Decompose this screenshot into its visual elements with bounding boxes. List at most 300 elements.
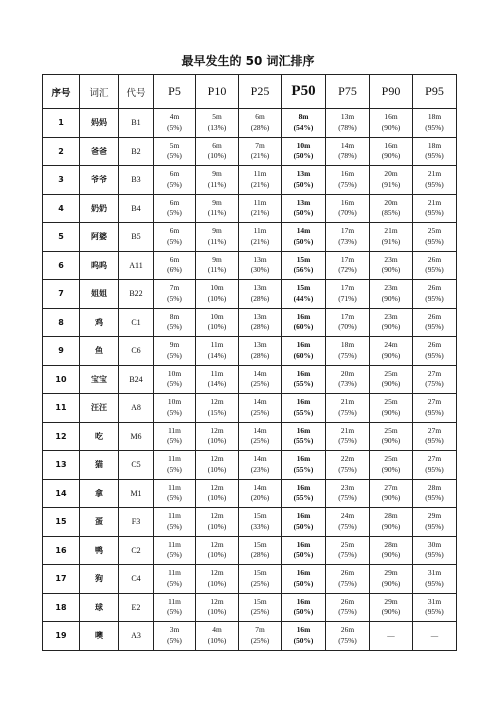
cell-age: — <box>430 630 439 640</box>
cell-age: 16m <box>296 397 311 407</box>
header-p95: P95 <box>413 75 457 109</box>
cell-p50 <box>282 451 326 480</box>
cell-age: 6m <box>169 254 180 264</box>
cell-percent: (95%) <box>425 265 444 275</box>
row-code: A8 <box>119 394 154 423</box>
cell-p10 <box>196 280 239 309</box>
header-word: 词汇 <box>80 75 119 109</box>
cell-p5 <box>154 251 196 280</box>
cell-age: 6m <box>169 226 180 236</box>
cell-age: 23m <box>384 311 398 321</box>
cell-percent: (55%) <box>293 379 314 389</box>
cell-percent: (95%) <box>425 521 444 531</box>
cell-p90 <box>370 308 413 337</box>
header-p50: P50 <box>282 75 326 109</box>
cell-p95 <box>413 536 457 565</box>
cell-age: 20m <box>384 197 398 207</box>
row-index: 14 <box>43 479 80 508</box>
cell-percent: (5%) <box>167 550 182 560</box>
cell-age: 16m <box>384 140 398 150</box>
row-index: 19 <box>43 622 80 651</box>
cell-percent: (72%) <box>338 265 357 275</box>
cell-age: 23m <box>384 254 398 264</box>
table-title: 最早发生的 50 词汇排序 <box>181 54 315 68</box>
cell-p5 <box>154 508 196 537</box>
cell-percent: (50%) <box>293 635 314 645</box>
cell-p95 <box>413 308 457 337</box>
cell-percent: (95%) <box>425 122 444 132</box>
cell-age: 14m <box>253 397 267 407</box>
cell-percent: (33%) <box>250 521 270 531</box>
cell-p95 <box>413 365 457 394</box>
cell-p25 <box>239 479 282 508</box>
cell-percent: (95%) <box>425 550 444 560</box>
cell-age: 20m <box>384 169 398 179</box>
row-code: F3 <box>119 508 154 537</box>
cell-p95 <box>413 280 457 309</box>
header-row <box>43 75 457 109</box>
cell-percent: (21%) <box>250 151 270 161</box>
cell-percent: (90%) <box>381 578 401 588</box>
cell-age: 13m <box>296 169 311 179</box>
cell-p75 <box>326 194 370 223</box>
cell-percent: (73%) <box>338 236 357 246</box>
cell-p75 <box>326 565 370 594</box>
cell-age: 16m <box>296 340 311 350</box>
cell-age: 7m <box>255 140 265 150</box>
cell-p95 <box>413 166 457 195</box>
cell-p50 <box>282 622 326 651</box>
cell-p90 <box>370 394 413 423</box>
cell-p50 <box>282 280 326 309</box>
cell-p10 <box>196 422 239 451</box>
row-index: 1 <box>43 109 80 138</box>
cell-percent: (5%) <box>167 635 182 645</box>
cell-age: 9m <box>212 226 222 236</box>
cell-p75 <box>326 451 370 480</box>
cell-percent: (25%) <box>250 436 270 446</box>
cell-percent: (28%) <box>250 350 270 360</box>
row-word: 拿 <box>80 479 119 508</box>
cell-p5 <box>154 536 196 565</box>
cell-p10 <box>196 565 239 594</box>
cell-percent: (5%) <box>167 350 182 360</box>
row-word: 爷爷 <box>80 166 119 195</box>
row-word: 姐姐 <box>80 280 119 309</box>
cell-percent: (75%) <box>338 578 357 588</box>
cell-p90 <box>370 166 413 195</box>
row-index: 6 <box>43 251 80 280</box>
cell-p10 <box>196 223 239 252</box>
cell-age: 12m <box>210 568 224 578</box>
cell-p90 <box>370 337 413 366</box>
cell-percent: (13%) <box>207 122 227 132</box>
cell-p90 <box>370 223 413 252</box>
cell-p50 <box>282 565 326 594</box>
row-index: 3 <box>43 166 80 195</box>
cell-p5 <box>154 365 196 394</box>
row-code: C1 <box>119 308 154 337</box>
cell-percent: (90%) <box>381 151 401 161</box>
cell-age: 16m <box>296 568 311 578</box>
row-word: 狗 <box>80 565 119 594</box>
cell-percent: (5%) <box>167 436 182 446</box>
cell-p90 <box>370 479 413 508</box>
cell-percent: (6%) <box>167 265 182 275</box>
cell-p75 <box>326 508 370 537</box>
row-word: 宝宝 <box>80 365 119 394</box>
cell-p90 <box>370 422 413 451</box>
cell-age: 11m <box>168 454 181 464</box>
row-code: B4 <box>119 194 154 223</box>
cell-p50 <box>282 536 326 565</box>
cell-age: 12m <box>210 482 224 492</box>
cell-p10 <box>196 593 239 622</box>
cell-percent: (73%) <box>338 379 357 389</box>
cell-p5 <box>154 109 196 138</box>
row-word: 鱼 <box>80 337 119 366</box>
cell-percent: (90%) <box>381 293 401 303</box>
cell-percent: (90%) <box>381 407 401 417</box>
cell-p95 <box>413 622 457 651</box>
cell-age: 28m <box>384 539 398 549</box>
cell-age: 23m <box>384 283 398 293</box>
cell-percent: (75%) <box>425 379 444 389</box>
cell-age: 16m <box>296 425 311 435</box>
cell-age: — <box>387 630 395 640</box>
cell-p25 <box>239 137 282 166</box>
cell-p75 <box>326 166 370 195</box>
cell-percent: (75%) <box>338 550 357 560</box>
cell-percent: (25%) <box>250 635 270 645</box>
cell-p50 <box>282 137 326 166</box>
cell-percent: (50%) <box>293 208 314 218</box>
cell-percent: (20%) <box>250 493 270 503</box>
cell-percent: (75%) <box>338 407 357 417</box>
cell-percent: (95%) <box>425 493 444 503</box>
cell-age: 18m <box>427 112 442 122</box>
cell-p25 <box>239 337 282 366</box>
cell-percent: (91%) <box>381 236 401 246</box>
table-row <box>43 166 457 195</box>
row-index: 11 <box>43 394 80 423</box>
row-code: M6 <box>119 422 154 451</box>
cell-percent: (5%) <box>167 151 182 161</box>
cell-p10 <box>196 337 239 366</box>
cell-p75 <box>326 622 370 651</box>
cell-p50 <box>282 251 326 280</box>
cell-percent: (95%) <box>425 578 444 588</box>
cell-age: 5m <box>169 140 180 150</box>
cell-age: 15m <box>253 596 267 606</box>
cell-p10 <box>196 451 239 480</box>
cell-percent: (95%) <box>425 208 444 218</box>
cell-age: 13m <box>253 311 267 321</box>
table-row <box>43 394 457 423</box>
cell-p25 <box>239 422 282 451</box>
cell-p75 <box>326 422 370 451</box>
cell-p75 <box>326 536 370 565</box>
row-word: 球 <box>80 593 119 622</box>
cell-p10 <box>196 365 239 394</box>
cell-p95 <box>413 451 457 480</box>
cell-p10 <box>196 536 239 565</box>
cell-percent: (25%) <box>250 379 270 389</box>
row-word: 蛋 <box>80 508 119 537</box>
cell-percent: (90%) <box>381 521 401 531</box>
table-row <box>43 251 457 280</box>
cell-age: 29m <box>384 568 398 578</box>
cell-percent: (55%) <box>293 407 314 417</box>
cell-percent: (50%) <box>293 607 314 617</box>
cell-age: 16m <box>296 482 311 492</box>
cell-percent: (75%) <box>338 464 357 474</box>
cell-p5 <box>154 593 196 622</box>
cell-age: 10m <box>210 311 224 321</box>
cell-percent: (11%) <box>207 179 227 189</box>
cell-age: 25m <box>340 539 355 549</box>
cell-percent: (60%) <box>293 350 314 360</box>
cell-percent: (11%) <box>207 208 227 218</box>
cell-age: 6m <box>255 112 265 122</box>
cell-age: 26m <box>340 596 355 606</box>
cell-p90 <box>370 622 413 651</box>
cell-age: 20m <box>340 368 355 378</box>
cell-percent: (5%) <box>167 236 182 246</box>
cell-age: 21m <box>427 169 442 179</box>
cell-percent: (10%) <box>207 521 227 531</box>
cell-age: 27m <box>427 397 442 407</box>
cell-age: 22m <box>340 454 355 464</box>
cell-p75 <box>326 394 370 423</box>
cell-p75 <box>326 109 370 138</box>
cell-percent: (25%) <box>250 578 270 588</box>
cell-age: 27m <box>427 454 442 464</box>
cell-age: 11m <box>210 368 224 378</box>
cell-percent: (5%) <box>167 493 182 503</box>
cell-p95 <box>413 251 457 280</box>
header-index: 序号 <box>43 75 80 109</box>
cell-p90 <box>370 280 413 309</box>
cell-percent: (11%) <box>207 265 227 275</box>
cell-p95 <box>413 109 457 138</box>
row-index: 13 <box>43 451 80 480</box>
cell-age: 11m <box>168 568 181 578</box>
cell-p25 <box>239 394 282 423</box>
cell-percent: (14%) <box>207 350 227 360</box>
cell-p25 <box>239 536 282 565</box>
cell-p5 <box>154 223 196 252</box>
cell-p95 <box>413 223 457 252</box>
cell-p10 <box>196 137 239 166</box>
cell-p50 <box>282 422 326 451</box>
cell-age: 12m <box>210 425 224 435</box>
cell-percent: (90%) <box>381 322 401 332</box>
cell-percent: (70%) <box>338 322 357 332</box>
cell-percent: (95%) <box>425 607 444 617</box>
cell-age: 6m <box>169 169 180 179</box>
cell-p25 <box>239 194 282 223</box>
cell-percent: (5%) <box>167 379 182 389</box>
cell-p25 <box>239 223 282 252</box>
row-word: 鸭 <box>80 536 119 565</box>
row-word: 呜呜 <box>80 251 119 280</box>
cell-p75 <box>326 479 370 508</box>
cell-age: 5m <box>212 112 222 122</box>
cell-percent: (50%) <box>293 578 314 588</box>
cell-age: 14m <box>253 482 267 492</box>
cell-p25 <box>239 109 282 138</box>
cell-percent: (95%) <box>425 293 444 303</box>
cell-age: 7m <box>169 283 180 293</box>
cell-percent: (70%) <box>338 208 357 218</box>
cell-age: 13m <box>296 197 311 207</box>
cell-age: 11m <box>168 539 181 549</box>
cell-p95 <box>413 422 457 451</box>
cell-p75 <box>326 593 370 622</box>
cell-age: 17m <box>340 226 355 236</box>
cell-age: 8m <box>169 311 180 321</box>
cell-p95 <box>413 593 457 622</box>
cell-percent: (28%) <box>250 122 270 132</box>
cell-age: 14m <box>253 454 267 464</box>
row-code: B22 <box>119 280 154 309</box>
cell-percent: (10%) <box>207 293 227 303</box>
cell-percent: (15%) <box>207 407 227 417</box>
cell-age: 29m <box>427 511 442 521</box>
cell-age: 16m <box>296 596 311 606</box>
cell-percent: (21%) <box>250 208 270 218</box>
cell-age: 27m <box>384 482 398 492</box>
row-word: 奶奶 <box>80 194 119 223</box>
cell-percent: (25%) <box>250 407 270 417</box>
cell-percent: (75%) <box>338 607 357 617</box>
cell-age: 12m <box>210 511 224 521</box>
cell-age: 13m <box>340 112 355 122</box>
cell-p10 <box>196 394 239 423</box>
cell-percent: (90%) <box>381 607 401 617</box>
cell-p25 <box>239 593 282 622</box>
cell-p90 <box>370 536 413 565</box>
cell-percent: (28%) <box>250 550 270 560</box>
cell-age: 25m <box>384 425 398 435</box>
cell-p75 <box>326 280 370 309</box>
cell-percent: (95%) <box>425 436 444 446</box>
cell-p5 <box>154 394 196 423</box>
row-word: 爸爸 <box>80 137 119 166</box>
row-code: C5 <box>119 451 154 480</box>
cell-p90 <box>370 251 413 280</box>
cell-percent: (75%) <box>338 521 357 531</box>
table-row <box>43 508 457 537</box>
cell-percent: (75%) <box>338 436 357 446</box>
row-code: B5 <box>119 223 154 252</box>
cell-age: 12m <box>210 596 224 606</box>
cell-age: 10m <box>210 283 224 293</box>
cell-p25 <box>239 565 282 594</box>
cell-p50 <box>282 166 326 195</box>
table-row <box>43 109 457 138</box>
row-word: 鸡 <box>80 308 119 337</box>
cell-p5 <box>154 622 196 651</box>
cell-p10 <box>196 479 239 508</box>
cell-p10 <box>196 508 239 537</box>
header-p90: P90 <box>370 75 413 109</box>
cell-p50 <box>282 194 326 223</box>
cell-percent: (5%) <box>167 607 182 617</box>
cell-p50 <box>282 508 326 537</box>
header-p25: P25 <box>239 75 282 109</box>
cell-percent: (10%) <box>207 322 227 332</box>
cell-p25 <box>239 451 282 480</box>
cell-age: 24m <box>340 511 355 521</box>
cell-age: 8m <box>298 112 309 122</box>
header-p5: P5 <box>154 75 196 109</box>
table-row <box>43 593 457 622</box>
cell-percent: (11%) <box>207 236 227 246</box>
header-p10: P10 <box>196 75 239 109</box>
table-row <box>43 280 457 309</box>
cell-age: 25m <box>384 454 398 464</box>
cell-age: 4m <box>169 112 180 122</box>
cell-age: 16m <box>296 368 311 378</box>
row-index: 5 <box>43 223 80 252</box>
row-index: 17 <box>43 565 80 594</box>
cell-p10 <box>196 308 239 337</box>
cell-age: 14m <box>253 425 267 435</box>
cell-age: 31m <box>427 596 442 606</box>
table-row <box>43 223 457 252</box>
cell-percent: (90%) <box>381 379 401 389</box>
cell-percent: (85%) <box>381 208 401 218</box>
cell-age: 10m <box>167 368 182 378</box>
cell-age: 17m <box>340 254 355 264</box>
cell-percent: (75%) <box>338 179 357 189</box>
cell-age: 26m <box>340 568 355 578</box>
table-row <box>43 422 457 451</box>
cell-percent: (10%) <box>207 151 227 161</box>
cell-percent: (21%) <box>250 179 270 189</box>
cell-p25 <box>239 365 282 394</box>
cell-p90 <box>370 451 413 480</box>
cell-age: 11m <box>168 425 181 435</box>
cell-p5 <box>154 166 196 195</box>
cell-percent: (90%) <box>381 265 401 275</box>
cell-age: 9m <box>212 169 222 179</box>
cell-percent: (30%) <box>250 265 270 275</box>
row-index: 9 <box>43 337 80 366</box>
cell-age: 25m <box>384 397 398 407</box>
vocabulary-table <box>42 74 457 651</box>
cell-percent: (50%) <box>293 179 314 189</box>
row-index: 15 <box>43 508 80 537</box>
cell-percent: (90%) <box>381 493 401 503</box>
cell-percent: (50%) <box>293 236 314 246</box>
table-row <box>43 479 457 508</box>
cell-p10 <box>196 622 239 651</box>
cell-p95 <box>413 194 457 223</box>
cell-p75 <box>326 337 370 366</box>
cell-percent: (95%) <box>425 322 444 332</box>
cell-percent: (71%) <box>338 293 357 303</box>
cell-age: 21m <box>427 197 442 207</box>
cell-age: 15m <box>296 254 311 264</box>
cell-percent: (54%) <box>293 122 314 132</box>
header-p75: P75 <box>326 75 370 109</box>
cell-age: 10m <box>296 140 311 150</box>
cell-age: 21m <box>340 397 355 407</box>
row-index: 16 <box>43 536 80 565</box>
